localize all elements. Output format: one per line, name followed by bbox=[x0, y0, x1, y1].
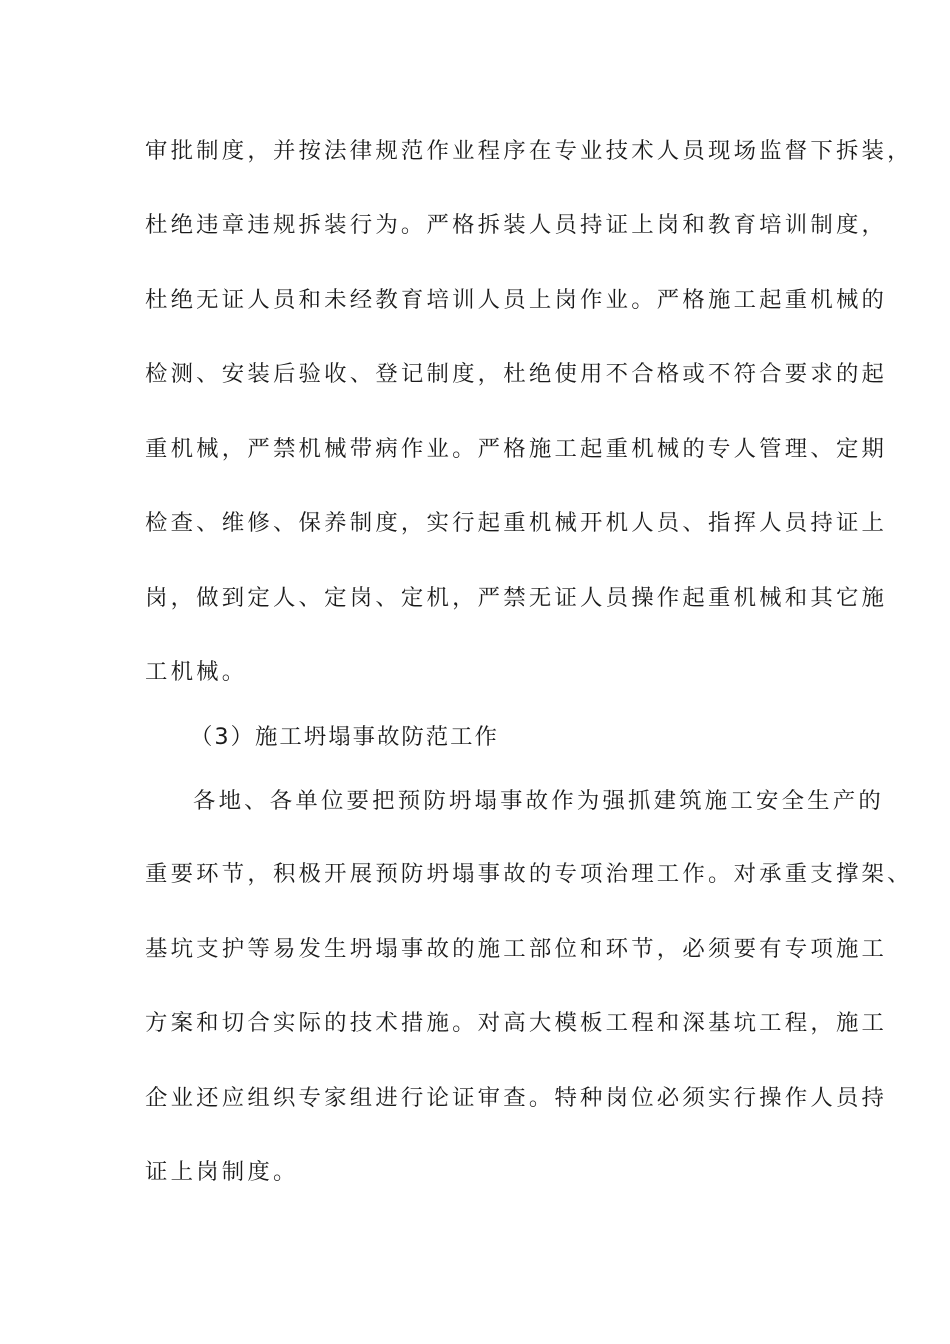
paragraph-1-line-7: 岗，做到定人、定岗、定机，严禁无证人员操作起重机械和其它施 bbox=[145, 585, 888, 611]
paragraph-1-line-2: 杜绝违章违规拆装行为。严格拆装人员持证上岗和教育培训制度， bbox=[145, 212, 888, 238]
paragraph-1-line-3: 杜绝无证人员和未经教育培训人员上岗作业。严格施工起重机械的 bbox=[145, 287, 888, 313]
paragraph-2-line-6: 证上岗制度。 bbox=[145, 1159, 299, 1185]
paragraph-1-line-4: 检测、安装后验收、登记制度，杜绝使用不合格或不符合要求的起 bbox=[145, 361, 888, 387]
paragraph-2-line-3: 基坑支护等易发生坍塌事故的施工部位和环节，必须要有专项施工 bbox=[145, 936, 888, 962]
paragraph-2-line-5: 企业还应组织专家组进行论证审查。特种岗位必须实行操作人员持 bbox=[145, 1085, 888, 1111]
paragraph-1-line-6: 检查、维修、保养制度，实行起重机械开机人员、指挥人员持证上 bbox=[145, 510, 888, 536]
paragraph-2-line-4: 方案和切合实际的技术措施。对高大模板工程和深基坑工程，施工 bbox=[145, 1010, 888, 1036]
paragraph-2-line-2: 重要环节，积极开展预防坍塌事故的专项治理工作。对承重支撑架、 bbox=[145, 861, 913, 887]
paragraph-1-line-8: 工机械。 bbox=[145, 659, 248, 685]
paragraph-1-line-1: 审批制度，并按法律规范作业程序在专业技术人员现场监督下拆装， bbox=[145, 138, 913, 164]
section-heading: （3）施工坍塌事故防范工作 bbox=[190, 724, 499, 750]
paragraph-2-line-1: 各地、各单位要把预防坍塌事故作为强抓建筑施工安全生产的 bbox=[193, 788, 884, 814]
paragraph-1-line-5: 重机械，严禁机械带病作业。严格施工起重机械的专人管理、定期 bbox=[145, 436, 888, 462]
